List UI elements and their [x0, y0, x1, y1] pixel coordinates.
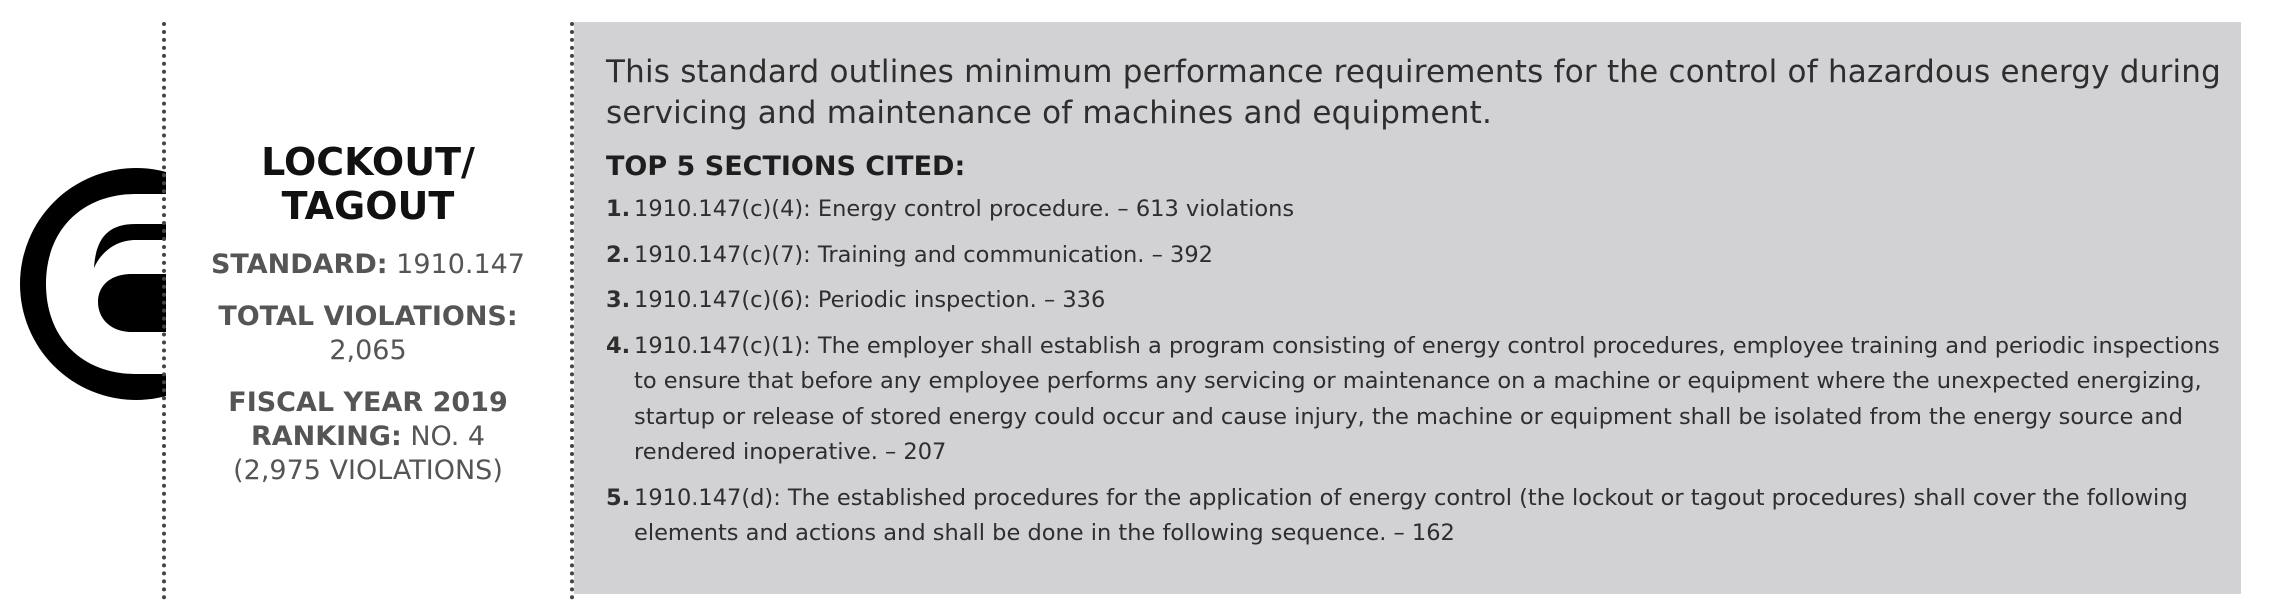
ranking-value: NO. 4 [410, 421, 486, 452]
ranking-violations: (2,975 VIOLATIONS) [233, 455, 503, 486]
violation-info [178, 140, 558, 506]
rank-six-icon [20, 168, 166, 400]
section-text: 1910.147(c)(6): Periodic inspection. – 336 [634, 287, 1106, 313]
section-item [606, 283, 2221, 319]
section-item [606, 329, 2221, 471]
fiscal-year-label: FISCAL YEAR 2019 [228, 387, 508, 418]
section-number: 1. [606, 196, 631, 222]
section-text: 1910.147(c)(1): The employer shall establish a program consisting of energy control procedures, employee training and periodic inspections to ensure that before any employee performs any servicing or maintenance on a machine or equipment where the unexpected energizing, startup or release of stored energy could occur and cause injury, the machine or equipment shall be isolated from the energy source and rendered inoperative. – 207 [634, 332, 2220, 465]
section-text: 1910.147(d): The established procedures for the application of energy control (the lockout or tagout procedures) shall cover the following elements and actions and shall be done in the following sequence. – 162 [634, 484, 2188, 546]
section-item [606, 481, 2221, 552]
title-line-2: TAGOUT [281, 184, 455, 228]
sections-heading: TOP 5 SECTIONS CITED: [606, 151, 966, 182]
ranking-label: RANKING: [250, 421, 402, 452]
sections-list [606, 192, 2221, 552]
intro-text: This standard outlines minimum performance requirements for the control of hazardous energy during servicing and maintenance of machines and equipment. [606, 54, 2221, 131]
section-text: 1910.147(c)(4): Energy control procedure. – 613 violations [634, 196, 1295, 222]
section-item [606, 192, 2221, 228]
ranking-line [178, 420, 558, 454]
section-number: 2. [606, 241, 631, 268]
description-panel [574, 22, 2241, 594]
section-number: 3. [606, 287, 631, 313]
left-dotted-divider [162, 22, 166, 600]
section-number: 4. [606, 332, 631, 359]
standard-title [178, 140, 558, 228]
rank-badge [20, 168, 166, 400]
section-item [606, 238, 2221, 274]
title-line-1: LOCKOUT/ [261, 140, 475, 184]
standard-value: 1910.147 [396, 249, 525, 280]
standard-line [178, 248, 558, 282]
standard-label: STANDARD: [210, 249, 388, 280]
section-number: 5. [606, 484, 631, 511]
fiscal-year-line [178, 386, 558, 420]
total-violations-label: TOTAL VIOLATIONS: [218, 301, 518, 332]
section-text: 1910.147(c)(7): Training and communication. – 392 [634, 241, 1213, 268]
total-violations-line [178, 300, 558, 368]
total-violations-value: 2,065 [329, 335, 407, 366]
